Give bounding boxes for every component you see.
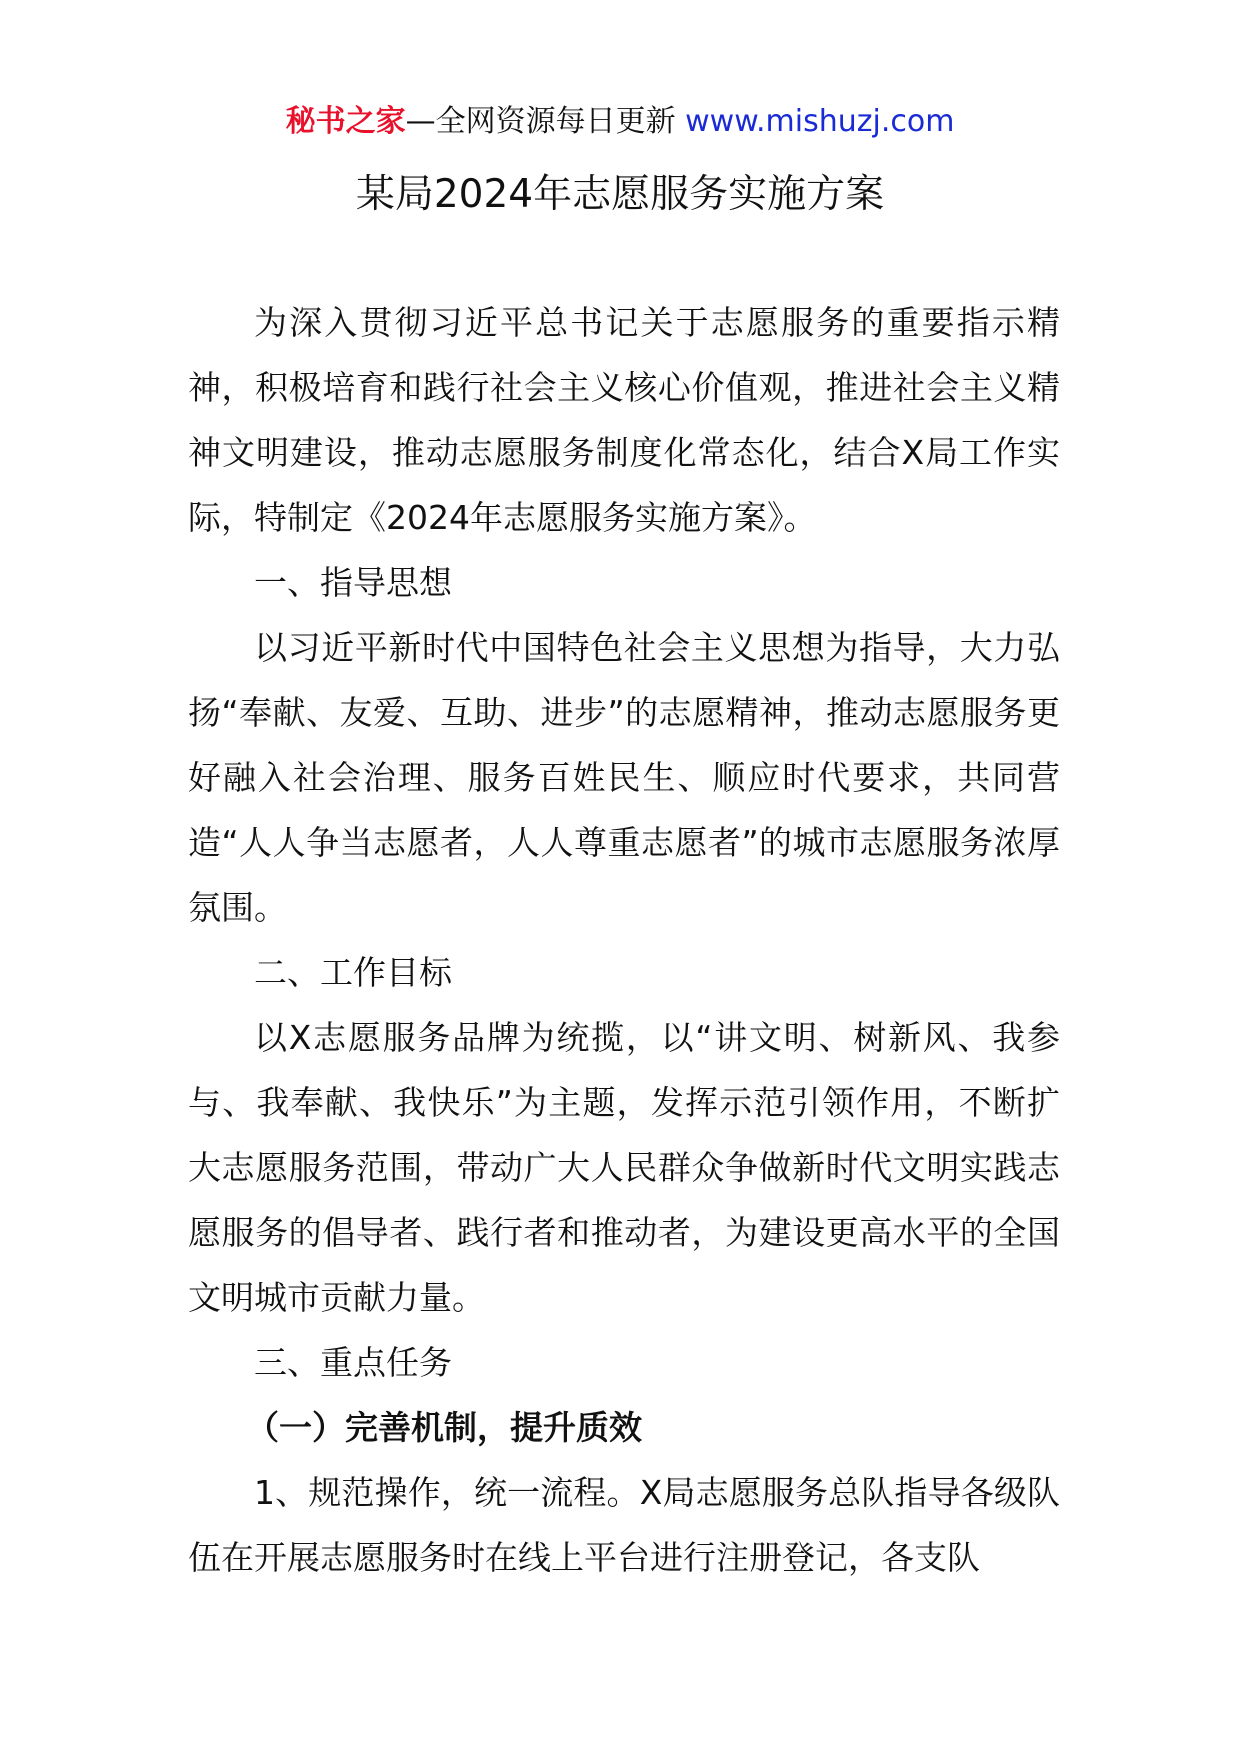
site-tagline: —全网资源每日更新 (405, 104, 676, 139)
site-header (0, 98, 1240, 146)
document-body (188, 290, 1060, 1590)
item-body-standardize-operations: 1、规范操作，统一流程。X局志愿服务总队指导各级队伍在开展志愿服务时在线上平台进行注册登记，各支队 (188, 1473, 1060, 1577)
section-body-guiding-ideology: 以习近平新时代中国特色社会主义思想为指导，大力弘扬“奉献、友爱、互助、进步”的志愿精神，推动志愿服务更好融入社会治理、服务百姓民生、顺应时代要求，共同营造“人人争当志愿者，人人尊重志愿者”的城市志愿服务浓厚氛围。 (188, 628, 1060, 927)
document-title: 某局2024年志愿服务实施方案 (355, 172, 885, 217)
section-body-work-goals: 以X志愿服务品牌为统揽，以“讲文明、树新风、我参与、我奉献、我快乐”为主题，发挥示范引领作用，不断扩大志愿服务范围，带动广大人民群众争做新时代文明实践志愿服务的倡导者、践行者和推动者，为建设更高水平的全国文明城市贡献力量。 (188, 1018, 1060, 1317)
subsection-heading-improve-mechanism: （一）完善机制，提升质效 (246, 1408, 642, 1447)
intro-paragraph: 为深入贯彻习近平总书记关于志愿服务的重要指示精神，积极培育和践行社会主义核心价值观，推进社会主义精神文明建设，推动志愿服务制度化常态化，结合X局工作实际，特制定《2024年志愿服务实施方案》。 (188, 303, 1060, 537)
section-heading-key-tasks: 三、重点任务 (254, 1343, 452, 1382)
site-brand: 秘书之家 (285, 104, 406, 139)
section-heading-work-goals: 二、工作目标 (254, 953, 452, 992)
section-heading-guiding-ideology: 一、指导思想 (254, 563, 452, 602)
site-url[interactable]: www.mishuzj.com (685, 104, 955, 139)
